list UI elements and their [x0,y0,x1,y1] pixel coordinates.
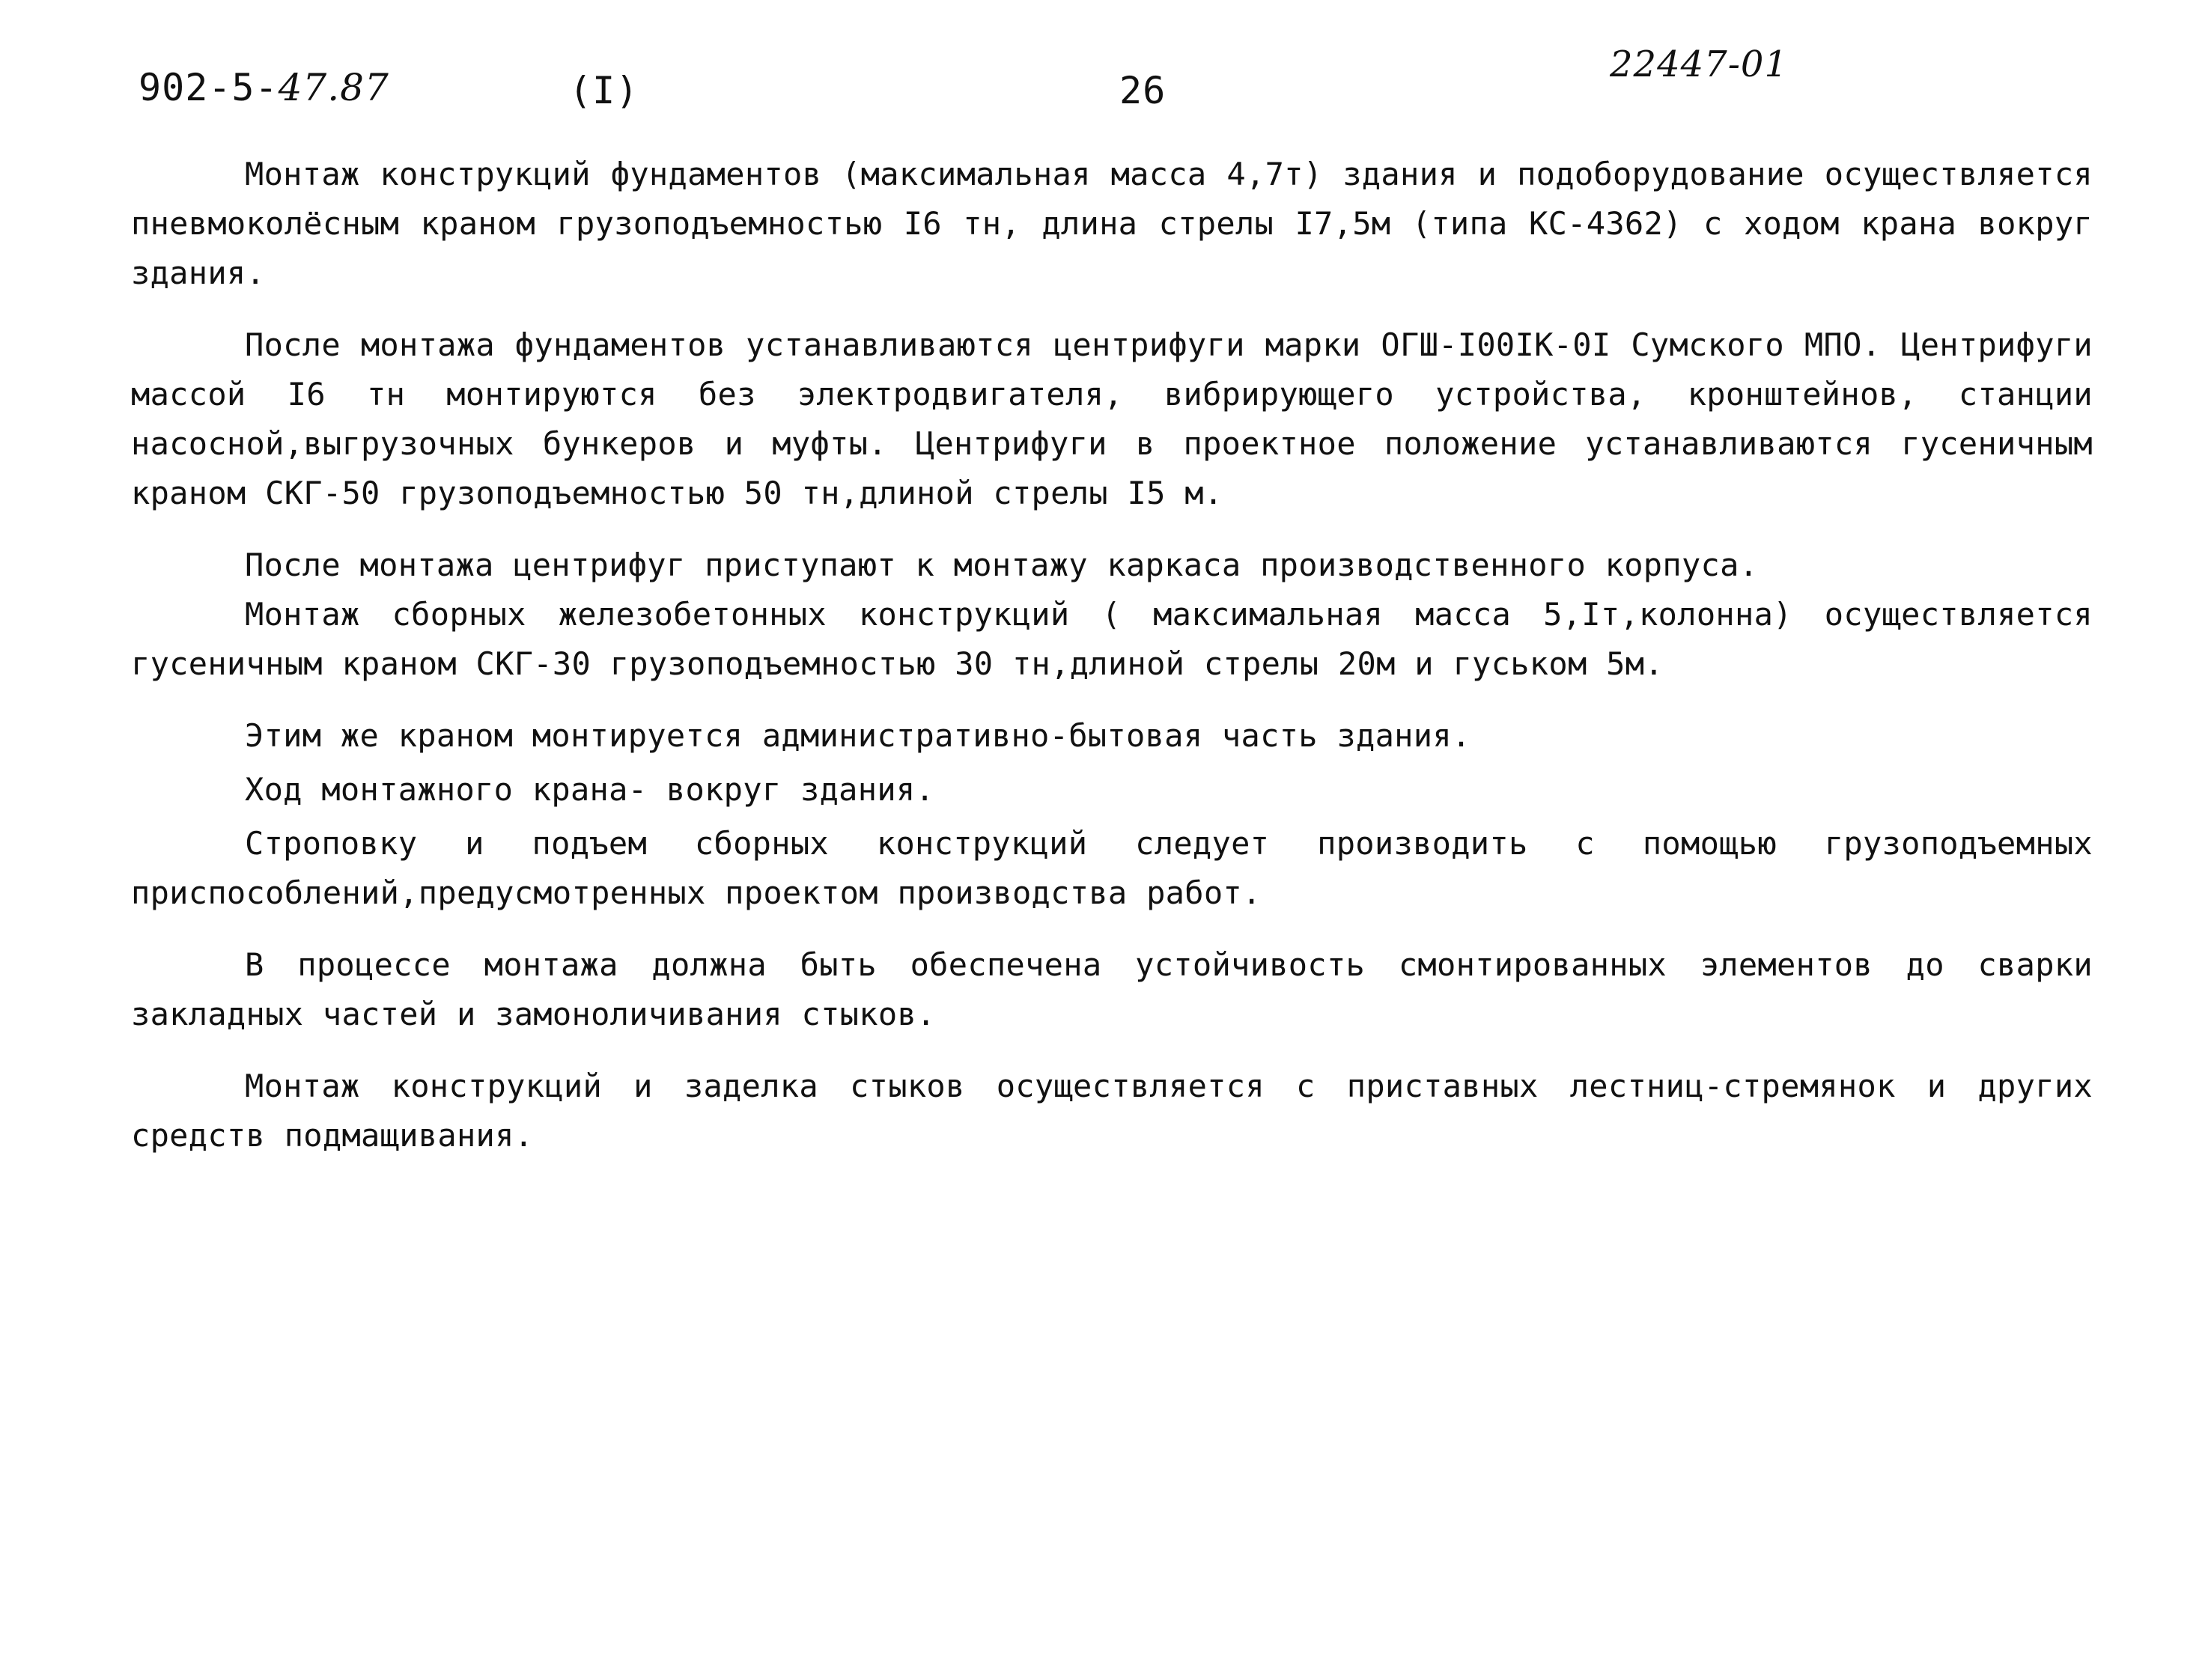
paragraph-frame-mounting-start: После монтажа центрифуг приступают к монтажу каркаса производственного корпуса. [245,547,1759,583]
document-code-prefix: 902-5- [139,66,279,109]
paragraph-centrifuge-installation: После монтажа фундаментов устанавливаются центрифуги марки ОГШ-I00IК-0I Сумского МПО. Центрифуги массой I6 тн монтируются без электродвигателя, вибрирующего устройства, кронштейнов, станции насосной,выгрузочных бункеров и муфты. Центрифуги в проектное положение устанавливаются гусеничным краном СКГ-50 грузоподъемностью 50 тн,длиной стрелы I5 м. [131,326,2093,511]
registration-number: 22447-01 [1610,43,1788,85]
page-number: 26 [1119,69,1167,112]
document-body [131,150,2093,1160]
section-number: (I) [569,69,639,112]
paragraph-admin-building: Этим же краном монтируется административно-бытовая часть здания. [245,717,1471,754]
paragraph-foundation-mounting: Монтаж конструкций фундаментов (максимальная масса 4,7т) здания и подоборудование осуществляется пневмоколёсным краном грузоподъемностью I6 тн, длина стрелы I7,5м (типа КС-4362) с ходом крана вокруг здания. [131,156,2093,291]
document-code [139,66,389,109]
document-code-handwritten: 47.87 [278,66,389,109]
paragraph-joint-sealing: Монтаж конструкций и заделка стыков осуществляется с приставных лестниц-стремянок и других средств подмащивания. [131,1068,2093,1154]
paragraph-crane-path: Ход монтажного крана- вокруг здания. [245,771,935,808]
paragraph-precast-concrete: Монтаж сборных железобетонных конструкций ( максимальная масса 5,Iт,колонна) осуществляется гусеничным краном СКГ-30 грузоподъемностью 30 тн,длиной стрелы 20м и гуськом 5м. [131,596,2093,682]
paragraph-stability: В процессе монтажа должна быть обеспечена устойчивость смонтированных элементов до сварки закладных частей и замоноличивания стыков. [131,946,2093,1032]
paragraph-slinging: Строповку и подъем сборных конструкций следует производить с помощью грузоподъемных приспособлений,предусмотренных проектом производства работ. [131,825,2093,911]
